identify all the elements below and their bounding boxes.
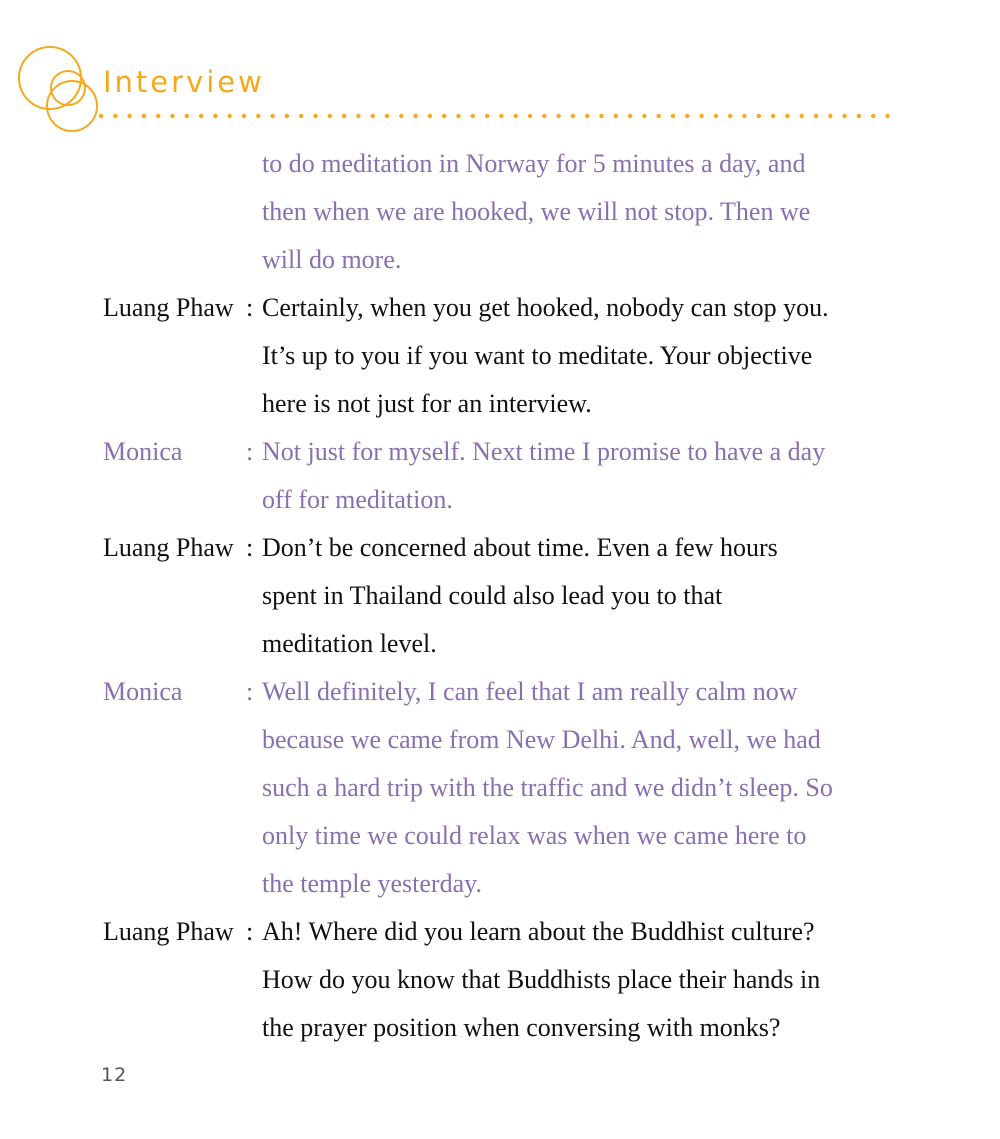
- section-title: Interview: [103, 65, 265, 99]
- speaker-colon: :: [246, 533, 254, 562]
- utterance-line: Ah! Where did you learn about the Buddhist culture?: [262, 917, 815, 946]
- utterance-line: Well definitely, I can feel that I am really calm now: [262, 677, 798, 706]
- utterance-text: [262, 908, 894, 1052]
- utterance-text: [262, 524, 894, 668]
- utterance-line: only time we could relax was when we came here to: [262, 821, 807, 850]
- utterance-line: off for meditation.: [262, 485, 453, 514]
- page-header: [0, 0, 1000, 140]
- utterance-line: because we came from New Delhi. And, well, we had: [262, 725, 821, 754]
- speaker-name: Luang Phaw: [103, 917, 234, 946]
- interlocking-circles-logo-icon: [12, 40, 112, 140]
- utterance-line: spent in Thailand could also lead you to that: [262, 581, 723, 610]
- speaker-name: Monica: [103, 677, 183, 706]
- utterance-line: here is not just for an interview.: [262, 389, 592, 418]
- interview-transcript: [0, 140, 1000, 1052]
- speaker-name: Monica: [103, 437, 183, 466]
- utterance-text: [262, 284, 894, 428]
- utterance-line: Don’t be concerned about time. Even a few hours: [262, 533, 778, 562]
- utterance-line: Not just for myself. Next time I promise to have a day: [262, 437, 826, 466]
- utterance-line: to do meditation in Norway for 5 minutes a day, and: [262, 149, 806, 178]
- dotted-divider: [98, 112, 904, 120]
- utterance-line: then when we are hooked, we will not stop. Then we: [262, 197, 811, 226]
- utterance-line: It’s up to you if you want to meditate. Your objective: [262, 341, 813, 370]
- speaker-colon: :: [246, 437, 254, 466]
- transcript-entry: [0, 284, 1000, 428]
- utterance-text: [262, 668, 894, 908]
- transcript-entry: [0, 140, 1000, 284]
- utterance-text: [262, 428, 894, 524]
- speaker-name: Luang Phaw: [103, 533, 234, 562]
- speaker-colon: :: [246, 293, 254, 322]
- utterance-line: such a hard trip with the traffic and we didn’t sleep. So: [262, 773, 833, 802]
- transcript-entry: [0, 524, 1000, 668]
- speaker-colon: :: [246, 677, 254, 706]
- utterance-line: Certainly, when you get hooked, nobody can stop you.: [262, 293, 829, 322]
- speaker-colon: :: [246, 917, 254, 946]
- utterance-line: meditation level.: [262, 629, 437, 658]
- utterance-line: the temple yesterday.: [262, 869, 482, 898]
- utterance-line: will do more.: [262, 245, 402, 274]
- transcript-entry: [0, 428, 1000, 524]
- utterance-line: the prayer position when conversing with monks?: [262, 1013, 781, 1042]
- transcript-entry: [0, 908, 1000, 1052]
- utterance-line: How do you know that Buddhists place their hands in: [262, 965, 821, 994]
- utterance-text: [262, 140, 894, 284]
- page-number: 12: [101, 1064, 128, 1086]
- speaker-name: Luang Phaw: [103, 293, 234, 322]
- transcript-entry: [0, 668, 1000, 908]
